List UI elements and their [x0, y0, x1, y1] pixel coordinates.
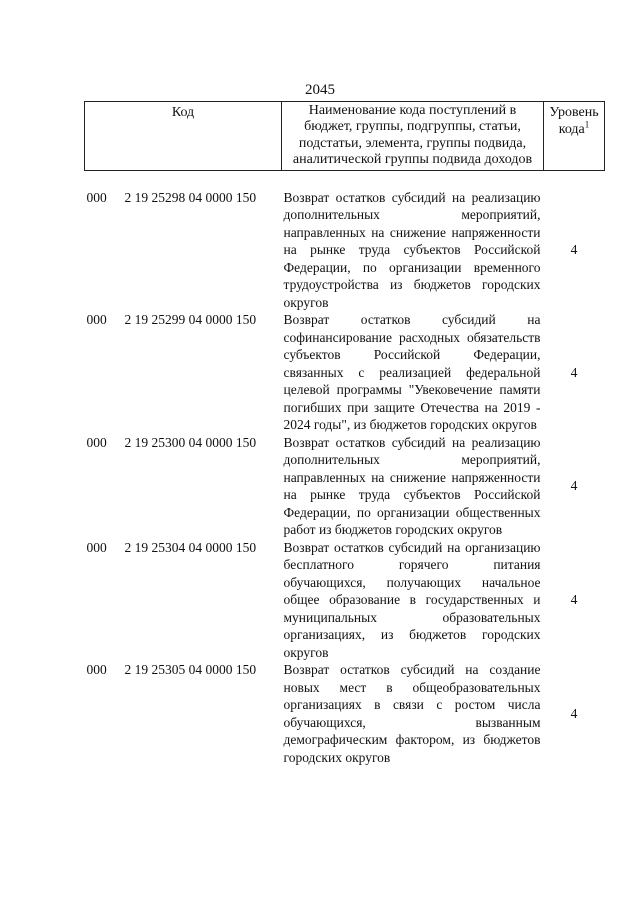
revenue-code-table	[84, 101, 605, 766]
level-cell: 4	[570, 364, 578, 380]
header-level: Уровень кода$^1$	[544, 102, 605, 171]
table-row	[85, 311, 605, 434]
admin-code: 000	[86, 312, 107, 328]
page-number: 2045	[305, 82, 335, 98]
table-row	[85, 189, 605, 312]
code-cell	[85, 311, 282, 434]
code-cell	[85, 189, 282, 312]
level-cell: 4	[570, 242, 578, 258]
table-row	[85, 434, 605, 539]
name-cell: Возврат остатков субсидий на реализацию дополнительных мероприятий, направленных на снижение напряженности на рынке труда субъектов Российской Федерации, по организации общественных работ из бюджетов городских округов	[283, 434, 541, 538]
header-code: Код	[85, 102, 282, 171]
level-cell: 4	[570, 592, 578, 608]
level-cell: 4	[570, 705, 578, 721]
footnote-mark: 1	[584, 119, 590, 130]
name-cell: Возврат остатков субсидий на создание новых мест в общеобразовательных организациях в связи с ростом числа обучающихся, вызванным демографическим фактором, из бюджетов городских округов	[283, 662, 541, 765]
code-cell	[85, 539, 282, 662]
revenue-code: 2 19 25299 04 0000 150	[124, 312, 257, 328]
admin-code: 000	[86, 662, 107, 678]
table-header-row	[85, 102, 605, 171]
admin-code: 000	[86, 434, 107, 450]
revenue-code: 2 19 25304 04 0000 150	[124, 539, 257, 555]
revenue-code: 2 19 25305 04 0000 150	[124, 662, 257, 678]
revenue-code: 2 19 25298 04 0000 150	[124, 189, 257, 205]
name-cell: Возврат остатков субсидий на реализацию дополнительных мероприятий, направленных на снижение напряженности на рынке труда субъектов Российской Федерации, по организации временного трудоустройства из бюджетов городских округов	[283, 189, 541, 310]
code-cell	[85, 661, 282, 766]
revenue-code: 2 19 25300 04 0000 150	[124, 434, 257, 450]
table-row	[85, 539, 605, 662]
admin-code: 000	[86, 539, 107, 555]
level-cell: 4	[570, 478, 578, 494]
table-row	[85, 661, 605, 766]
name-cell: Возврат остатков субсидий на софинансирование расходных обязательств субъектов Российской Федерации, связанных с реализацией федеральной целевой программы "Увековечение памяти погибших при защите Отечества на 2019 - 2024 годы", из бюджетов городских округов	[283, 312, 541, 433]
header-name: Наименование кода поступлений в бюджет, группы, подгруппы, статьи, подстатьи, элемента, группы подвида, аналитической группы подвида доходов	[282, 102, 544, 171]
name-cell: Возврат остатков субсидий на организацию бесплатного горячего питания обучающихся, получающих начальное общее образование в государственных и муниципальных образовательных организациях, из бюджетов городских округов	[283, 539, 541, 660]
admin-code: 000	[86, 189, 107, 205]
code-cell	[85, 434, 282, 539]
